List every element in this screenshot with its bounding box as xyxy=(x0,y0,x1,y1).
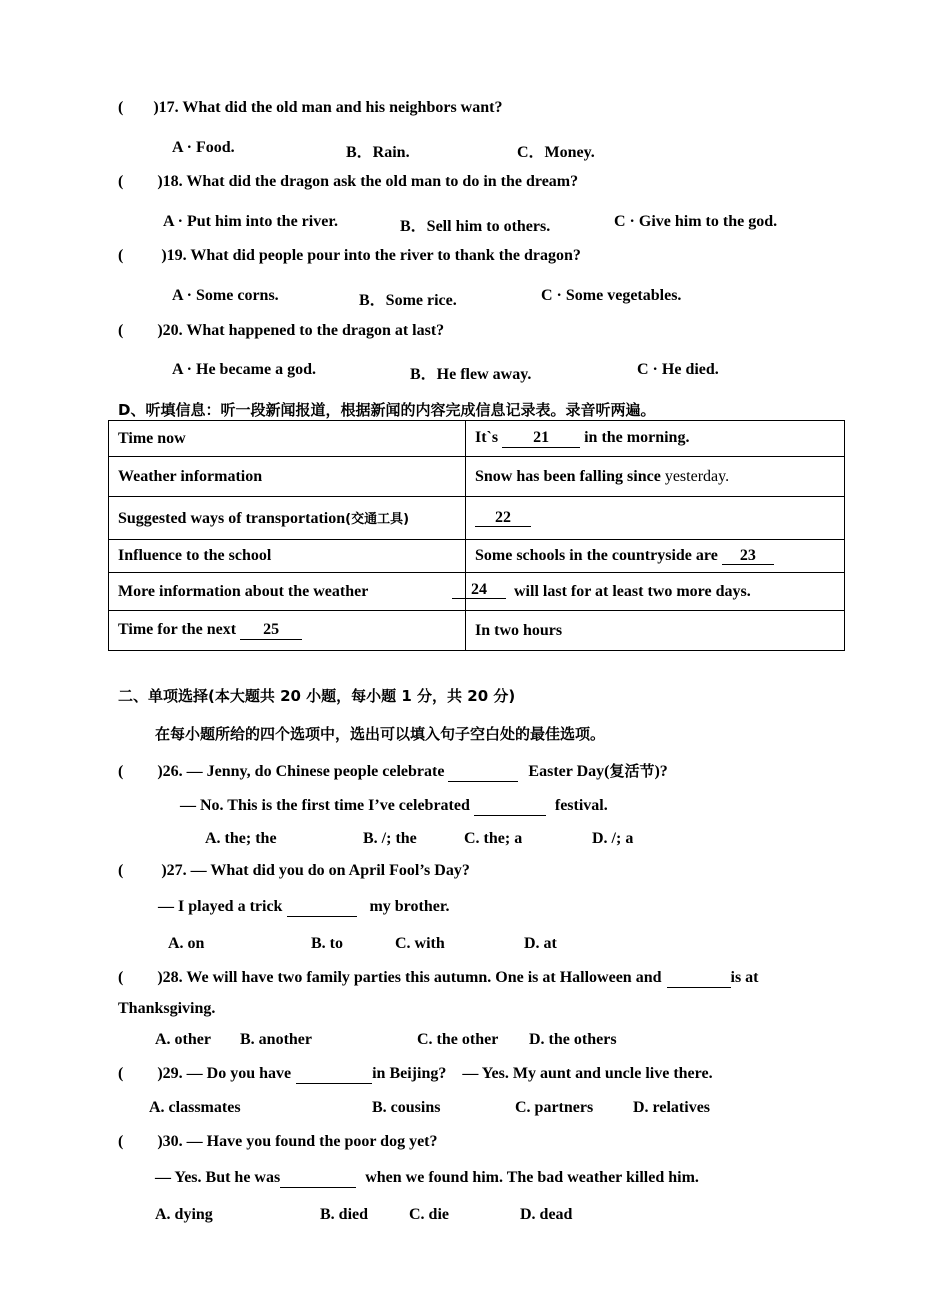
table-cell xyxy=(466,421,845,457)
question-text: )20. What happened to the dragon at last? xyxy=(157,322,445,339)
question-text: )18. What did the dragon ask the old man to do in the dream? xyxy=(157,173,579,190)
question-30-line2 xyxy=(155,1169,699,1188)
option-a: A · Food. xyxy=(172,139,235,156)
question-text: festival. xyxy=(554,797,608,814)
table-cell xyxy=(466,457,845,497)
option-b: B．He flew away. xyxy=(410,366,532,383)
answer-blank xyxy=(448,763,518,782)
option-d: D. relatives xyxy=(633,1099,711,1116)
question-text: )19. What did people pour into the river to thank the dragon? xyxy=(161,247,581,264)
blank-24: 24 xyxy=(452,581,506,600)
option-c: C · Give him to the god. xyxy=(614,213,778,230)
option-b: B. another xyxy=(240,1031,312,1048)
table-row xyxy=(109,573,845,611)
blank-23: 23 xyxy=(722,547,774,566)
table-cell xyxy=(109,497,466,540)
option-d: D. dead xyxy=(520,1206,573,1223)
cell-text: Snow has been falling since xyxy=(475,467,665,485)
paren: ( xyxy=(118,99,124,116)
option-d: D. /; a xyxy=(592,830,634,847)
option-d: D. at xyxy=(524,935,557,952)
option-c: C. partners xyxy=(515,1099,594,1116)
paren: ( xyxy=(118,247,124,264)
option-d: D. the others xyxy=(529,1031,617,1048)
paren: ( xyxy=(118,1133,124,1150)
answer-blank xyxy=(287,898,357,917)
cell-text: Time for the next xyxy=(118,621,241,639)
table-cell xyxy=(466,573,845,611)
question-27 xyxy=(118,862,470,880)
paren: ( xyxy=(118,322,124,339)
blank-22: 22 xyxy=(475,509,531,528)
question-29 xyxy=(118,1065,713,1084)
option-a: A · He became a god. xyxy=(172,361,316,378)
question-text: )17. What did the old man and his neighbors want? xyxy=(153,99,503,116)
option-a: A · Put him into the river. xyxy=(163,213,338,230)
question-27-line2 xyxy=(158,898,449,917)
blank-21: 21 xyxy=(502,429,580,448)
question-text: 复活节 xyxy=(609,762,655,780)
blank-25: 25 xyxy=(240,621,302,640)
cell-text: It`s xyxy=(475,429,503,447)
option-b: B．Rain. xyxy=(346,144,410,161)
table-row xyxy=(109,457,845,497)
option-b: B. /; the xyxy=(363,830,417,847)
option-c: C · Some vegetables. xyxy=(541,287,682,304)
cell-text: Suggested ways of transportation xyxy=(118,510,346,527)
option-a: A. dying xyxy=(155,1206,213,1223)
cell-text: in the morning. xyxy=(580,429,690,447)
answer-blank xyxy=(474,797,546,816)
question-text: Easter Day( xyxy=(528,763,610,780)
table-cell xyxy=(466,497,845,540)
table-row xyxy=(109,421,845,457)
paren: ( xyxy=(118,969,124,986)
question-text: — I played a trick xyxy=(158,898,283,915)
question-text: in Beijing? — Yes. My aunt and uncle live there. xyxy=(372,1065,713,1082)
option-a: A. other xyxy=(155,1031,211,1048)
question-text: )26. — Jenny, do Chinese people celebrate xyxy=(157,763,445,780)
question-18 xyxy=(118,173,578,191)
answer-blank xyxy=(296,1065,372,1084)
table-cell xyxy=(466,540,845,573)
cell-text: yesterday. xyxy=(664,467,730,485)
info-table xyxy=(108,420,845,651)
question-17 xyxy=(118,99,502,117)
cell-text: (交通工具) xyxy=(345,512,410,527)
option-c: C. with xyxy=(395,935,445,952)
table-cell: Influence to the school xyxy=(109,540,466,573)
cell-text: will last for at least two more days. xyxy=(510,582,751,600)
option-a: A. the; the xyxy=(205,830,277,847)
question-text: is at xyxy=(730,969,759,986)
paren: ( xyxy=(118,763,124,780)
option-b: B. to xyxy=(311,935,343,952)
option-a: A. classmates xyxy=(149,1099,241,1116)
option-a: A. on xyxy=(168,935,205,952)
answer-blank xyxy=(280,1169,356,1188)
question-text: )29. — Do you have xyxy=(157,1065,292,1082)
table-row xyxy=(109,497,845,540)
paren: ( xyxy=(118,173,124,190)
section-2-instructions: 在每小题所给的四个选项中，选出可以填入句子空白处的最佳选项。 xyxy=(155,725,606,743)
paren: ( xyxy=(118,862,124,879)
question-text: when we found him. The bad weather killed him. xyxy=(365,1169,699,1186)
question-text: — Yes. But he was xyxy=(155,1169,281,1186)
section-2-title: 二、单项选择(本大题共 20 小题，每小题 1 分，共 20 分) xyxy=(118,687,516,705)
option-c: C. the other xyxy=(417,1031,499,1048)
question-26 xyxy=(118,760,668,782)
question-26-line2 xyxy=(180,797,608,816)
option-a: A · Some corns. xyxy=(172,287,279,304)
option-b: B. cousins xyxy=(372,1099,441,1116)
question-text: my brother. xyxy=(369,898,450,915)
question-19 xyxy=(118,247,581,265)
cell-text: Some schools in the countryside are xyxy=(475,546,722,564)
option-c: C · He died. xyxy=(637,361,719,378)
option-c: C．Money. xyxy=(517,144,595,161)
question-20 xyxy=(118,322,444,340)
table-cell: Time now xyxy=(109,421,466,457)
question-text: )28. We will have two family parties this autumn. One is at Halloween and xyxy=(157,969,662,986)
table-cell: Weather information xyxy=(109,457,466,497)
question-text: )? xyxy=(654,763,668,780)
question-text: — No. This is the first time I’ve celebrated xyxy=(180,797,470,814)
question-text: )30. — Have you found the poor dog yet? xyxy=(157,1133,438,1150)
table-cell: In two hours xyxy=(466,611,845,651)
question-28-cont: Thanksgiving. xyxy=(118,1000,216,1017)
paren: ( xyxy=(118,1065,124,1082)
answer-blank xyxy=(667,969,731,988)
question-28 xyxy=(118,969,759,988)
table-cell xyxy=(109,611,466,651)
option-b: B．Sell him to others. xyxy=(400,218,551,235)
table-cell: More information about the weather xyxy=(109,573,466,611)
table-row xyxy=(109,540,845,573)
section-d-heading: D、听填信息：听一段新闻报道，根据新闻的内容完成信息记录表。录音听两遍。 xyxy=(118,401,656,419)
question-text: )27. — What did you do on April Fool’s Day? xyxy=(161,862,470,879)
table-row xyxy=(109,611,845,651)
option-b: B．Some rice. xyxy=(359,292,457,309)
option-c: C. die xyxy=(409,1206,449,1223)
option-c: C. the; a xyxy=(464,830,523,847)
question-30 xyxy=(118,1133,438,1151)
option-b: B. died xyxy=(320,1206,369,1223)
